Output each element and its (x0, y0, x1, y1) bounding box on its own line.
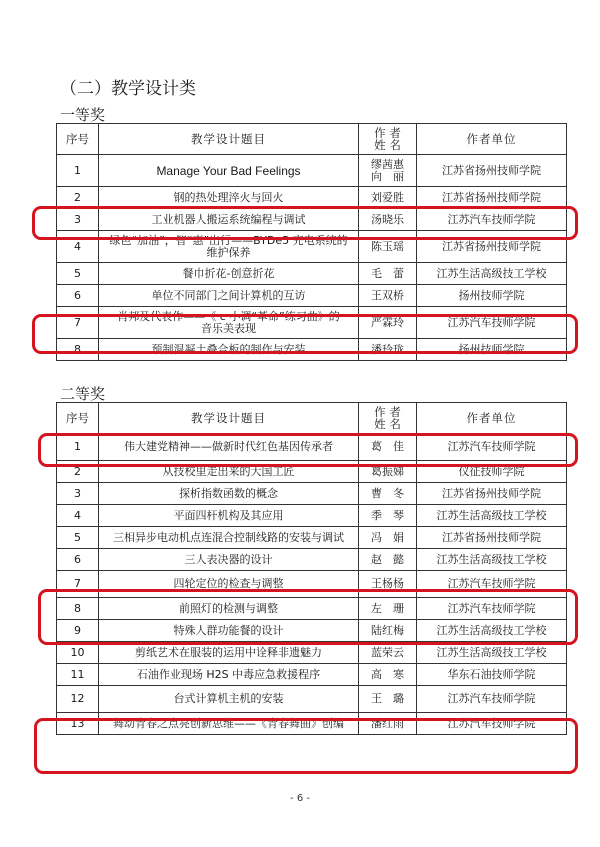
second-prize-table (56, 402, 567, 735)
cell-no: 6 (57, 549, 99, 571)
cell-no: 12 (57, 686, 99, 713)
cell-unit: 江苏生活高级技工学校 (417, 549, 567, 571)
section-title: （二）教学设计类 (60, 79, 196, 99)
cell-title: 台式计算机主机的安装 (99, 686, 359, 713)
cell-no: 2 (57, 187, 99, 209)
cell-author: 陆红梅 (359, 620, 417, 642)
cell-author: 葛振娣 (359, 461, 417, 483)
cell-title: 工业机器人搬运系统编程与调试 (99, 209, 359, 231)
table-row (57, 686, 567, 713)
table-row (57, 339, 567, 361)
col-header-no: 序号 (57, 403, 99, 434)
cell-title: 预制混凝土叠合板的制作与安装 (99, 339, 359, 361)
table-row (57, 642, 567, 664)
cell-unit: 扬州技师学院 (417, 285, 567, 307)
cell-author: 刘爱胜 (359, 187, 417, 209)
cell-unit: 江苏汽车技师学院 (417, 434, 567, 461)
cell-title: 剪纸艺术在服装的运用中诠释非遗魅力 (99, 642, 359, 664)
cell-author: 陈玉瑶 (359, 231, 417, 263)
cell-no: 6 (57, 285, 99, 307)
col-header-author: 作 者 姓 名 (359, 124, 417, 155)
cell-title: 平面四杆机构及其应用 (99, 505, 359, 527)
table-row (57, 483, 567, 505)
col-header-unit: 作者单位 (417, 124, 567, 155)
table-header-row (57, 124, 567, 155)
cell-title: 石油作业现场 H2S 中毒应急救援程序 (99, 664, 359, 686)
cell-no: 1 (57, 155, 99, 187)
cell-unit: 江苏生活高级技工学校 (417, 505, 567, 527)
table-row (57, 155, 567, 187)
cell-no: 3 (57, 483, 99, 505)
cell-title: 餐巾折花-创意折花 (99, 263, 359, 285)
cell-no: 7 (57, 571, 99, 598)
col-header-unit: 作者单位 (417, 403, 567, 434)
cell-title: 舞动青春之点亮创新思维——《青春舞曲》创编 (99, 713, 359, 735)
cell-unit: 江苏生活高级技工学校 (417, 263, 567, 285)
cell-no: 1 (57, 434, 99, 461)
cell-unit: 江苏省扬州技师学院 (417, 155, 567, 187)
cell-author: 严霖玲 (359, 307, 417, 339)
col-header-title: 教学设计题目 (99, 403, 359, 434)
cell-author: 缪茜惠 向 丽 (359, 155, 417, 187)
table-row (57, 263, 567, 285)
table-row (57, 307, 567, 339)
cell-unit: 江苏省扬州技师学院 (417, 187, 567, 209)
table-row (57, 505, 567, 527)
cell-no: 11 (57, 664, 99, 686)
table-row (57, 549, 567, 571)
cell-title: 三相异步电动机点连混合控制线路的安装与调试 (99, 527, 359, 549)
cell-title: 四轮定位的检查与调整 (99, 571, 359, 598)
table-row (57, 713, 567, 735)
cell-unit: 江苏生活高级技工学校 (417, 620, 567, 642)
table-row (57, 285, 567, 307)
table-header-row (57, 403, 567, 434)
cell-no: 2 (57, 461, 99, 483)
cell-author: 葛 佳 (359, 434, 417, 461)
cell-author: 王 璐 (359, 686, 417, 713)
cell-no: 5 (57, 527, 99, 549)
cell-title: 绿色“加油”，智“惠”出行——BYDe5 充电系统的 维护保养 (99, 231, 359, 263)
cell-unit: 江苏汽车技师学院 (417, 713, 567, 735)
cell-no: 8 (57, 339, 99, 361)
first-prize-heading: 一等奖 (60, 106, 106, 124)
cell-title: 探析指数函数的概念 (99, 483, 359, 505)
table-row (57, 527, 567, 549)
cell-unit: 江苏汽车技师学院 (417, 686, 567, 713)
cell-author: 赵 懿 (359, 549, 417, 571)
cell-unit: 扬州技师学院 (417, 339, 567, 361)
cell-unit: 江苏汽车技师学院 (417, 598, 567, 620)
second-prize-heading: 二等奖 (60, 385, 106, 403)
cell-author: 毛 蕾 (359, 263, 417, 285)
cell-author: 王杨杨 (359, 571, 417, 598)
cell-unit: 江苏汽车技师学院 (417, 209, 567, 231)
cell-unit: 江苏汽车技师学院 (417, 571, 567, 598)
page-number: - 6 - (290, 793, 310, 804)
cell-title: 肖邦及代表作——《 c 小调“革命”练习曲》的 音乐美表现 (99, 307, 359, 339)
cell-author: 曹 冬 (359, 483, 417, 505)
cell-no: 4 (57, 505, 99, 527)
cell-no: 4 (57, 231, 99, 263)
cell-author: 蓝荣云 (359, 642, 417, 664)
cell-title: 特殊人群功能餐的设计 (99, 620, 359, 642)
table-row (57, 571, 567, 598)
cell-title: 前照灯的检测与调整 (99, 598, 359, 620)
col-header-title: 教学设计题目 (99, 124, 359, 155)
table-row (57, 664, 567, 686)
cell-author: 高 寒 (359, 664, 417, 686)
cell-author: 冯 娟 (359, 527, 417, 549)
first-prize-table (56, 123, 567, 361)
cell-title: Manage Your Bad Feelings (99, 155, 359, 187)
cell-author: 王双桥 (359, 285, 417, 307)
cell-no: 5 (57, 263, 99, 285)
table-row (57, 209, 567, 231)
cell-author: 潘红雨 (359, 713, 417, 735)
cell-title: 三人表决器的设计 (99, 549, 359, 571)
col-header-author: 作 者 姓 名 (359, 403, 417, 434)
table-row (57, 620, 567, 642)
cell-title: 从技校里走出来的大国工匠 (99, 461, 359, 483)
table-row (57, 598, 567, 620)
cell-no: 10 (57, 642, 99, 664)
cell-no: 13 (57, 713, 99, 735)
cell-author: 左 珊 (359, 598, 417, 620)
table-row (57, 187, 567, 209)
cell-unit: 江苏省扬州技师学院 (417, 483, 567, 505)
cell-author: 季 琴 (359, 505, 417, 527)
cell-no: 8 (57, 598, 99, 620)
cell-author: 潘玲珑 (359, 339, 417, 361)
cell-no: 7 (57, 307, 99, 339)
col-header-no: 序号 (57, 124, 99, 155)
cell-unit: 华东石油技师学院 (417, 664, 567, 686)
cell-unit: 江苏生活高级技工学校 (417, 642, 567, 664)
cell-no: 9 (57, 620, 99, 642)
table-row (57, 434, 567, 461)
cell-title: 伟大建党精神——做新时代红色基因传承者 (99, 434, 359, 461)
table-row (57, 461, 567, 483)
cell-title: 钢的热处理淬火与回火 (99, 187, 359, 209)
table-row (57, 231, 567, 263)
cell-author: 汤晓乐 (359, 209, 417, 231)
cell-title: 单位不同部门之间计算机的互访 (99, 285, 359, 307)
cell-unit: 江苏省扬州技师学院 (417, 527, 567, 549)
cell-no: 3 (57, 209, 99, 231)
cell-unit: 江苏省扬州技师学院 (417, 231, 567, 263)
cell-unit: 仪征技师学院 (417, 461, 567, 483)
cell-unit: 江苏汽车技师学院 (417, 307, 567, 339)
